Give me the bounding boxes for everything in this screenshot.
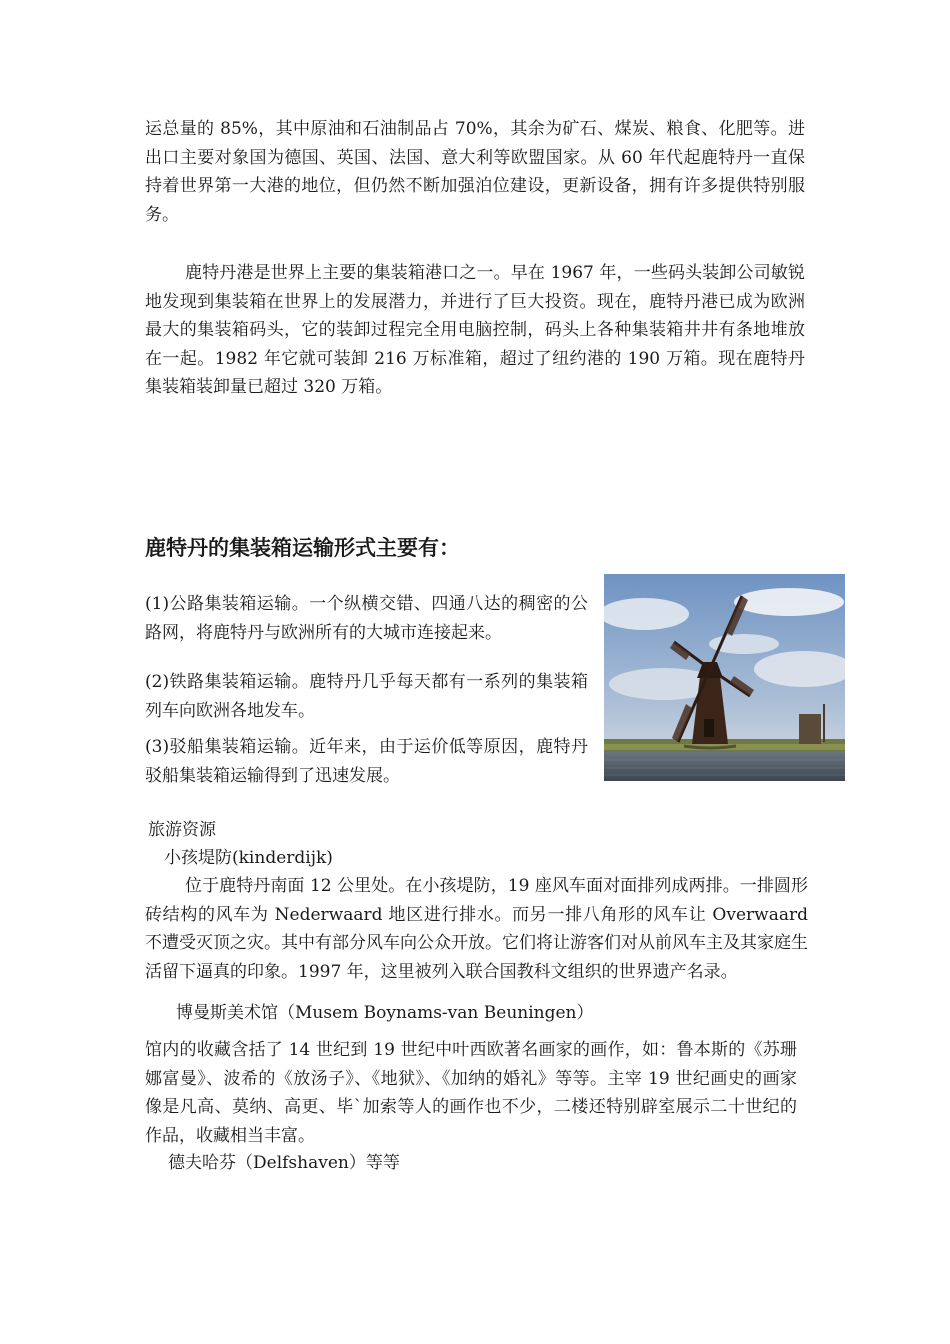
museum-description: 馆内的收藏含括了 14 世纪到 19 世纪中叶西欧著名画家的画作，如：鲁本斯的《苏珊娜富曼》、波希的《放汤子》、《地狱》、《加纳的婚礼》等等。主宰 19 世纪画史的画家像是凡高、莫纳、高更、毕`加索等人的画作也不少，二楼还特别辟室展示二十世纪的作品，收藏相当丰富。 [145, 1040, 797, 1146]
kinderdijk-description: 位于鹿特丹南面 12 公里处。在小孩堤防，19 座风车面对面排列成两排。一排圆形砖结构的风车为 Nederwaard 地区进行排水。而另一排八角形的风车让 Overwaard 不遭受灭顶之灾。其中有部分风车向公众开放。它们将让游客们对从前风车主及其家庭生活留下逼真的印象。1997 年，这里被列入联合国教科文组织的世界遗产名录。 [145, 876, 808, 982]
museum-title: 博曼斯美术馆（Musem Boynams-van Beuningen） [176, 1003, 594, 1023]
windmill-photo [604, 574, 845, 781]
container-port-paragraph: 鹿特丹港是世界上主要的集装箱港口之一。早在 1967 年，一些码头装卸公司敏锐地发现到集装箱在世界上的发展潜力，并进行了巨大投资。现在，鹿特丹港已成为欧洲最大的集装箱码头，它的装卸过程完全用电脑控制，码头上各种集装箱井井有条地堆放在一起。1982 年它就可装卸 216 万标准箱，超过了纽约港的 190 万箱。现在鹿特丹集装箱装卸量已超过 320 万箱。 [145, 263, 805, 397]
section-heading: 鹿特丹的集装箱运输形式主要有： [145, 536, 460, 560]
list-item-road: (1)公路集装箱运输。一个纵横交错、四通八达的稠密的公路网，将鹿特丹与欧洲所有的大城市连接起来。 [145, 594, 588, 643]
list-item-barge: (3)驳船集装箱运输。近年来，由于运价低等原因，鹿特丹驳船集装箱运输得到了迅速发展。 [145, 737, 588, 786]
delfshaven-title: 德夫哈芬（Delfshaven）等等 [168, 1153, 400, 1173]
list-item-rail: (2)铁路集装箱运输。鹿特丹几乎每天都有一系列的集装箱列车向欧洲各地发车。 [145, 672, 588, 721]
kinderdijk-title: 小孩堤防(kinderdijk) [164, 848, 333, 868]
intro-paragraph: 运总量的 85%，其中原油和石油制品占 70%，其余为矿石、煤炭、粮食、化肥等。进出口主要对象国为德国、英国、法国、意大利等欧盟国家。从 60 年代起鹿特丹一直保持着世界第一大港的地位，但仍然不断加强泊位建设，更新设备，拥有许多提供特别服务。 [145, 119, 805, 225]
tourism-title: 旅游资源 [148, 820, 216, 840]
